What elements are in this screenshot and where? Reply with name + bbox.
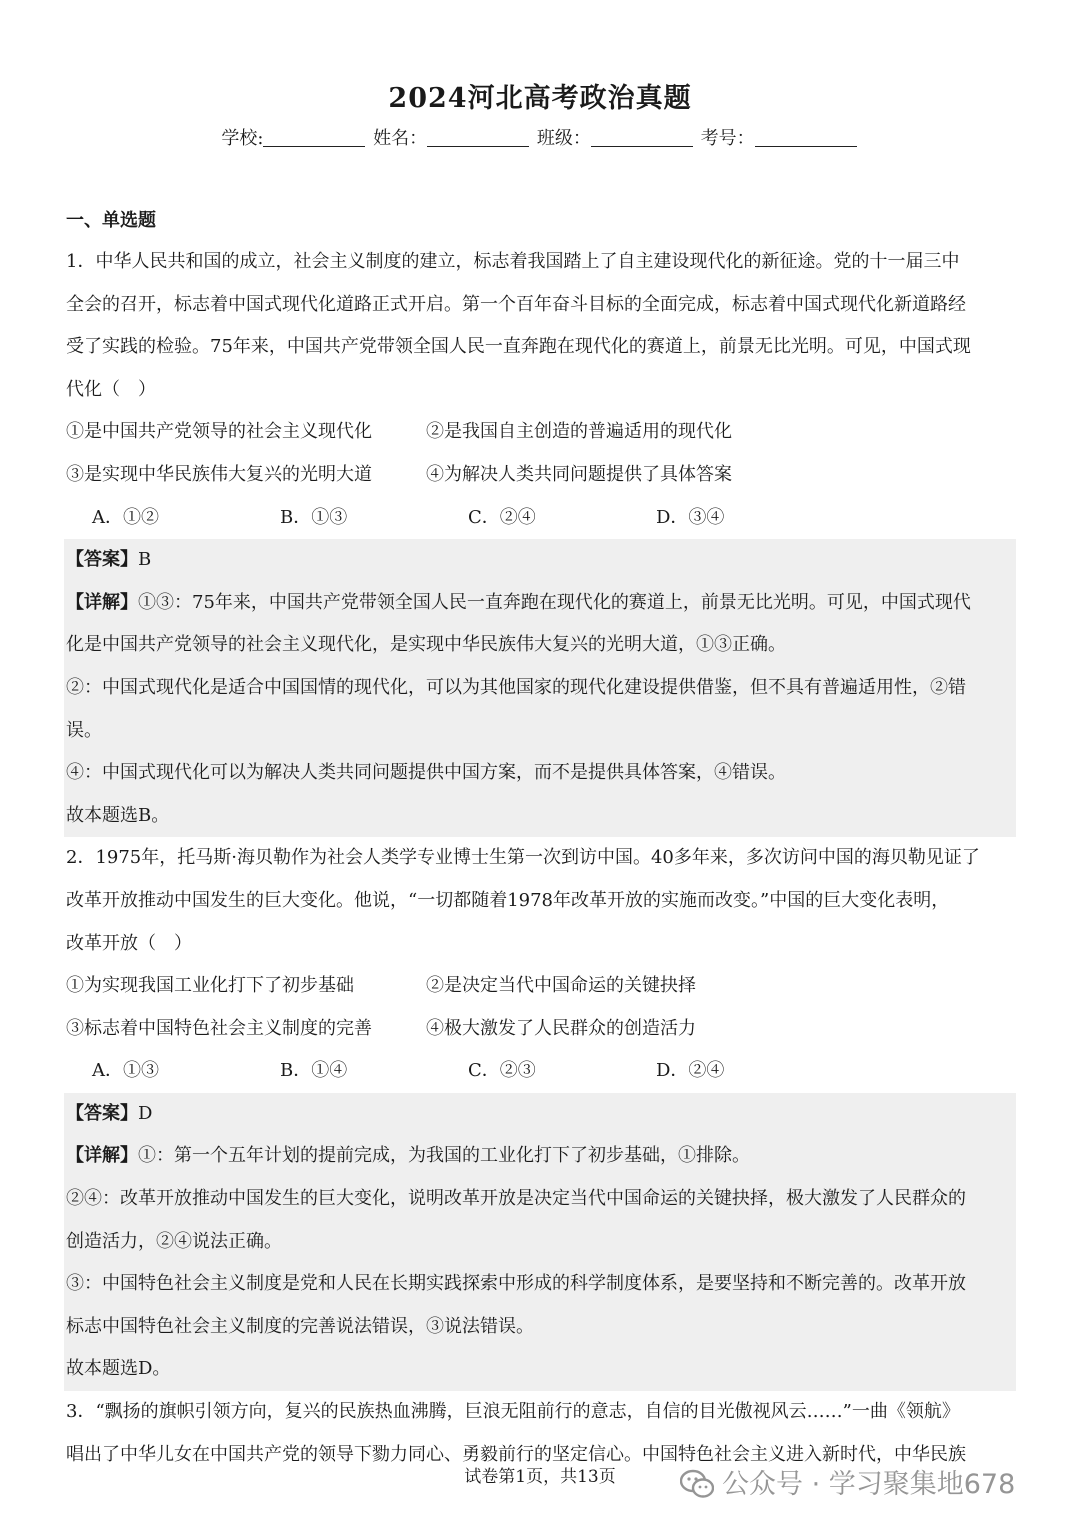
name-blank — [427, 128, 529, 147]
detail-line: 故本题选D。 — [66, 1358, 171, 1380]
question-line: 改革开放推动中国发生的巨大变化。他说，“一切都随着1978年改革开放的实施而改变。”中国的巨大变化表明， — [66, 889, 950, 911]
question-line: 1．中华人民共和国的成立，社会主义制度的建立，标志着我国踏上了自主建设现代化的新征途。党的十一届三中 — [66, 251, 960, 272]
watermark — [680, 1462, 1015, 1501]
detail-line: 标志中国特色社会主义制度的完善说法错误，③说法错误。 — [66, 1315, 534, 1337]
statement: ③标志着中国特色社会主义制度的完善 — [66, 1017, 372, 1039]
answer-line — [66, 1093, 1016, 1136]
school-label: 学校: — [221, 128, 264, 149]
statement-row — [66, 454, 1016, 497]
section-heading: 一、单选题 — [66, 210, 156, 231]
detail-line — [66, 582, 1016, 625]
choice-b: B．①③ — [280, 506, 348, 528]
statement-row — [66, 965, 1016, 1008]
exam-no-blank — [755, 128, 857, 147]
question-line: 唱出了中华儿女在中国共产党的领导下勠力同心、勇毅前行的坚定信心。中国特色社会主义进入新时代，中华民族 — [66, 1443, 966, 1465]
statement: ④极大激发了人民群众的创造活力 — [426, 1017, 696, 1039]
choice-a: A．①③ — [92, 1060, 159, 1082]
statement-row — [66, 411, 1016, 454]
detail-line: ②：中国式现代化是适合中国国情的现代化，可以为其他国家的现代化建设提供借鉴，但不具有普遍适用性，②错 — [66, 676, 966, 698]
question-1 — [66, 241, 1016, 837]
exam-no-label: 考号： — [700, 128, 755, 149]
page-title: 2024河北高考政治真题 — [388, 83, 692, 114]
detail-tag: 【详解】 — [66, 1145, 138, 1167]
question-line: 3．“飘扬的旗帜引领方向，复兴的民族热血沸腾，巨浪无阻前行的意志，自信的目光傲视风云……”一曲《领航》 — [66, 1401, 960, 1423]
choice-c: C．②④ — [468, 506, 536, 528]
choice-d: D．③④ — [656, 506, 725, 528]
choice-c: C．②③ — [468, 1060, 536, 1082]
detail-text: ①③：75年来，中国共产党带领全国人民一直奔跑在现代化的赛道上，前景无比光明。可见，中国式现代 — [138, 591, 971, 613]
choice-d: D．②④ — [656, 1060, 725, 1082]
statement: ①是中国共产党领导的社会主义现代化 — [66, 421, 372, 443]
choice-a: A．①② — [92, 506, 159, 528]
statement-row — [66, 1008, 1016, 1051]
answer-tag: 【答案】 — [66, 1102, 138, 1124]
statement: ②是我国自主创造的普遍适用的现代化 — [426, 421, 732, 443]
detail-text: ①：第一个五年计划的提前完成，为我国的工业化打下了初步基础，①排除。 — [138, 1145, 750, 1167]
detail-line: 创造活力，②④说法正确。 — [66, 1230, 282, 1252]
answer-tag: 【答案】 — [66, 549, 138, 571]
answer-value: B — [138, 549, 152, 571]
question-line: 2．1975年，托马斯·海贝勒作为社会人类学专业博士生第一次到访中国。40多年来，多次访问中国的海贝勒见证了 — [66, 847, 980, 869]
answer-block — [64, 1093, 1016, 1391]
statement: ④为解决人类共同问题提供了具体答案 — [426, 463, 732, 485]
watermark-text: 公众号 · 学习聚集地678 — [722, 1469, 1016, 1500]
detail-line — [66, 1135, 1016, 1178]
detail-line: 故本题选B。 — [66, 804, 170, 826]
class-label: 班级： — [536, 128, 591, 149]
statement: ③是实现中华民族伟大复兴的光明大道 — [66, 463, 372, 485]
student-info-fields — [0, 124, 1080, 150]
exam-content — [66, 201, 1016, 1476]
statement: ②是决定当代中国命运的关键抉择 — [426, 975, 696, 997]
detail-line: ③：中国特色社会主义制度是党和人民在长期实践探索中形成的科学制度体系，是要坚持和不断完善的。改革开放 — [66, 1273, 966, 1295]
answer-value: D — [138, 1102, 153, 1124]
statement: ①为实现我国工业化打下了初步基础 — [66, 975, 354, 997]
page-footer: 试卷第1页，共13页 — [464, 1467, 616, 1487]
detail-line: 化是中国共产党领导的社会主义现代化，是实现中华民族伟大复兴的光明大道，①③正确。 — [66, 634, 786, 656]
choice-row — [66, 497, 1016, 540]
answer-line — [66, 539, 1016, 582]
question-line: 改革开放（ ） — [66, 932, 192, 954]
detail-tag: 【详解】 — [66, 591, 138, 613]
question-line: 全会的召开，标志着中国式现代化道路正式开启。第一个百年奋斗目标的全面完成，标志着中国式现代化新道路经 — [66, 293, 966, 315]
detail-line: ④：中国式现代化可以为解决人类共同问题提供中国方案，而不是提供具体答案，④错误。 — [66, 762, 786, 784]
choice-row — [66, 1050, 1016, 1093]
wechat-icon — [680, 1469, 714, 1499]
school-blank — [263, 128, 365, 147]
answer-block — [64, 539, 1016, 837]
question-line: 受了实践的检验。75年来，中国共产党带领全国人民一直奔跑在现代化的赛道上，前景无比光明。可见，中国式现 — [66, 336, 971, 358]
detail-line: 误。 — [66, 719, 102, 741]
question-line: 代化（ ） — [66, 378, 156, 400]
detail-line: ②④：改革开放推动中国发生的巨大变化，说明改革开放是决定当代中国命运的关键抉择，极大激发了人民群众的 — [66, 1188, 966, 1210]
choice-b: B．①④ — [280, 1060, 348, 1082]
question-2 — [66, 837, 1016, 1391]
class-blank — [591, 128, 693, 147]
name-label: 姓名： — [373, 128, 428, 149]
